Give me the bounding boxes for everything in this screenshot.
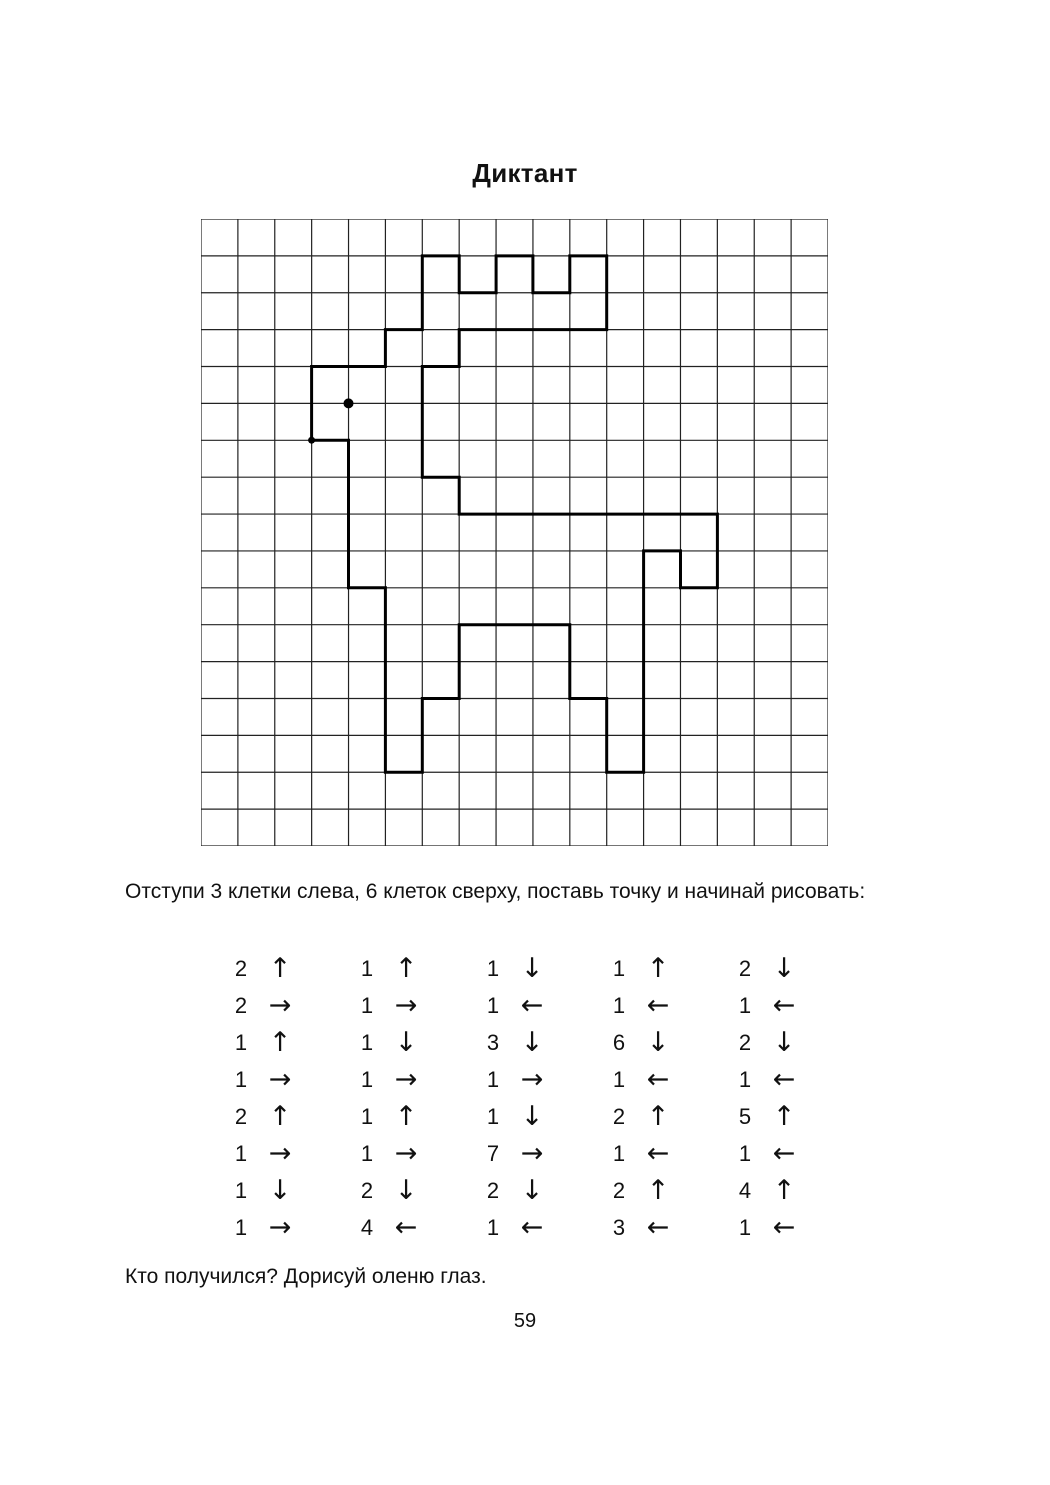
step-count: 3 [486, 1030, 500, 1055]
step-count: 1 [738, 1215, 752, 1240]
grid-lines [201, 219, 828, 846]
step-count: 1 [612, 956, 626, 981]
step-count: 1 [234, 1178, 248, 1203]
step-count: 1 [486, 1104, 500, 1129]
worksheet-title: Диктант [472, 158, 578, 188]
instruction-text: Отступи 3 клетки слева, 6 клеток сверху, поставь точку и начинай рисовать: [125, 880, 866, 903]
step-arrow: ↓ [520, 1175, 544, 1206]
step-arrow: ← [772, 990, 796, 1021]
step-arrow: ← [520, 990, 544, 1021]
step-count: 2 [486, 1178, 500, 1203]
step-count: 4 [360, 1215, 374, 1240]
step-arrow: ↑ [646, 1175, 670, 1206]
step-arrow: → [394, 1138, 418, 1169]
step-arrow: ↑ [772, 1175, 796, 1206]
step-arrow: ← [646, 990, 670, 1021]
step-count: 1 [612, 993, 626, 1018]
step-arrow: ← [520, 1212, 544, 1243]
step-count: 1 [360, 1141, 374, 1166]
step-arrow: ← [646, 1064, 670, 1095]
step-count: 7 [486, 1141, 500, 1166]
step-count: 1 [360, 956, 374, 981]
step-arrow: ← [394, 1212, 418, 1243]
page-number: 59 [513, 1310, 537, 1332]
step-count: 1 [234, 1215, 248, 1240]
step-arrow: ↑ [772, 1101, 796, 1132]
grid-drawing [201, 219, 828, 846]
step-arrow: → [268, 1138, 292, 1169]
step-arrow: ↑ [646, 953, 670, 984]
step-arrow: → [268, 1064, 292, 1095]
step-count: 1 [234, 1067, 248, 1092]
step-count: 1 [738, 1141, 752, 1166]
step-arrow: → [394, 1064, 418, 1095]
step-arrow: ↓ [268, 1175, 292, 1206]
step-arrow: ↓ [520, 1101, 544, 1132]
step-count: 1 [738, 1067, 752, 1092]
step-arrow: ↓ [772, 953, 796, 984]
start-dot [308, 437, 315, 444]
step-count: 1 [360, 1067, 374, 1092]
step-count: 2 [234, 993, 248, 1018]
step-count: 1 [360, 993, 374, 1018]
step-arrow: → [268, 990, 292, 1021]
step-arrow: ← [772, 1212, 796, 1243]
step-arrow: → [268, 1212, 292, 1243]
step-arrow: ← [646, 1212, 670, 1243]
step-arrow: ↓ [520, 1027, 544, 1058]
step-arrow: ↑ [394, 1101, 418, 1132]
step-arrow: ↓ [520, 953, 544, 984]
step-count: 2 [612, 1104, 626, 1129]
step-count: 1 [360, 1104, 374, 1129]
step-count: 2 [234, 956, 248, 981]
step-arrow: ↓ [394, 1027, 418, 1058]
step-arrow: → [520, 1138, 544, 1169]
step-arrow: → [520, 1064, 544, 1095]
step-count: 1 [612, 1141, 626, 1166]
step-count: 1 [612, 1067, 626, 1092]
step-arrow: ↑ [268, 1027, 292, 1058]
step-count: 1 [486, 1067, 500, 1092]
step-arrow: → [394, 990, 418, 1021]
step-count: 1 [486, 1215, 500, 1240]
eye-dot [344, 398, 354, 408]
step-count: 5 [738, 1104, 752, 1129]
step-count: 6 [612, 1030, 626, 1055]
closing-question: Кто получился? Дорисуй оленю глаз. [125, 1265, 487, 1288]
step-count: 2 [738, 1030, 752, 1055]
step-arrow: ← [772, 1064, 796, 1095]
step-arrow: ↑ [268, 953, 292, 984]
step-count: 3 [612, 1215, 626, 1240]
step-count: 2 [612, 1178, 626, 1203]
step-arrow: ↑ [394, 953, 418, 984]
step-arrow: ↓ [646, 1027, 670, 1058]
step-count: 1 [234, 1141, 248, 1166]
step-arrow: ← [772, 1138, 796, 1169]
step-arrow: ↑ [646, 1101, 670, 1132]
step-count: 2 [234, 1104, 248, 1129]
step-arrow: ← [646, 1138, 670, 1169]
step-count: 1 [360, 1030, 374, 1055]
step-count: 1 [486, 993, 500, 1018]
step-arrow: ↓ [394, 1175, 418, 1206]
step-count: 4 [738, 1178, 752, 1203]
step-arrow: ↑ [268, 1101, 292, 1132]
step-count: 1 [486, 956, 500, 981]
step-count: 1 [234, 1030, 248, 1055]
step-count: 1 [738, 993, 752, 1018]
step-count: 2 [360, 1178, 374, 1203]
step-count: 2 [738, 956, 752, 981]
step-arrow: ↓ [772, 1027, 796, 1058]
